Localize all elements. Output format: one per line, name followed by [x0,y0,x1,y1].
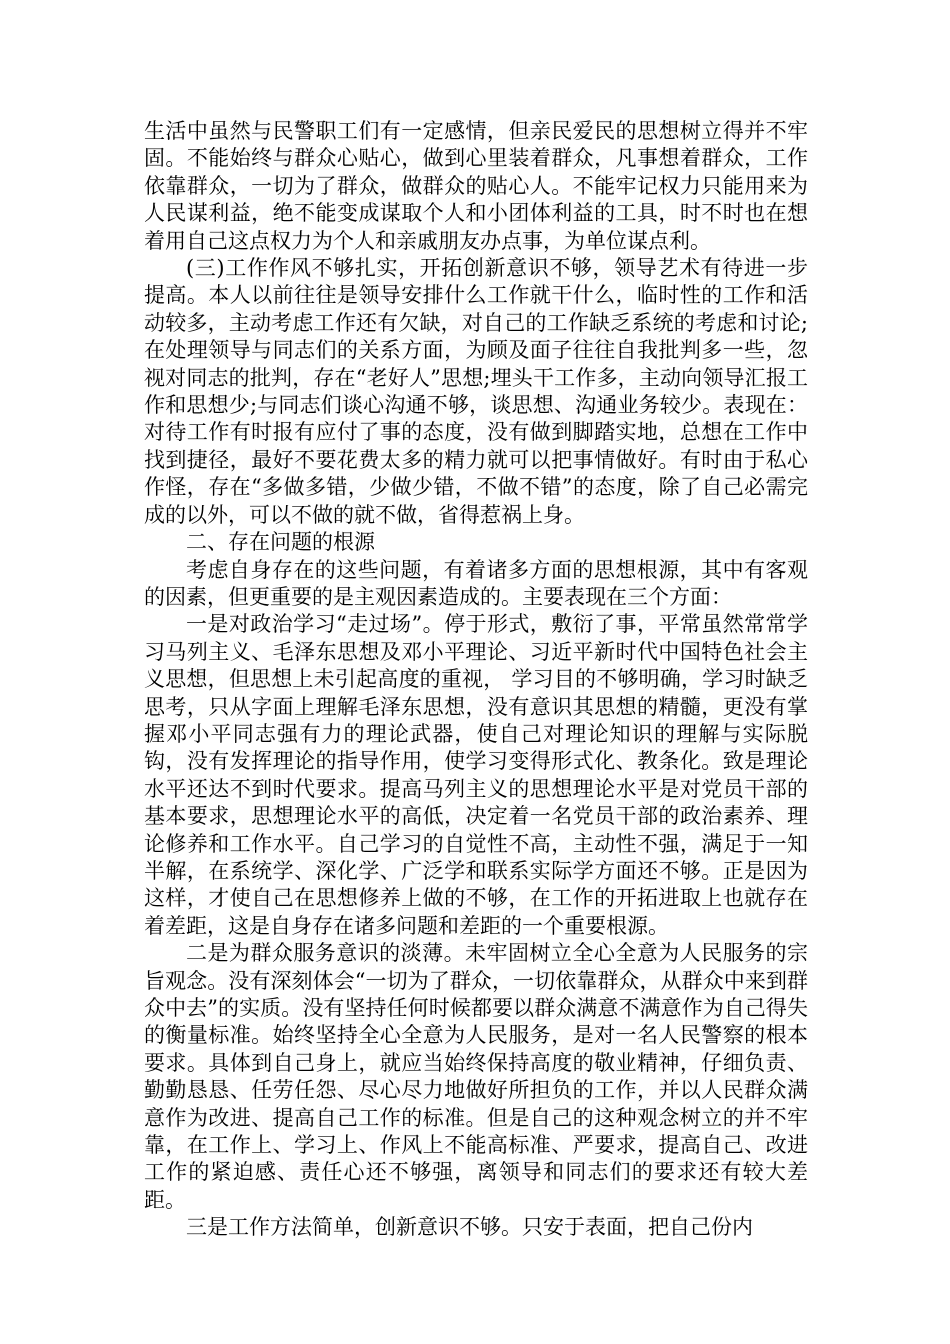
paragraph-2: (三)工作作风不够扎实，开拓创新意识不够，领导艺术有待进一步提高。本人以前往往是领导安排什么工作就干什么，临时性的工作和活动较多，主动考虑工作还有欠缺，对自己的工作缺乏系统的考虑和讨论;在处理领导与同志们的关系方面，为顾及面子往往自我批判多一些，忽视对同志的批判，存在“老好人”思想;埋头干工作多，主动向领导汇报工作和思想少;与同志们谈心沟通不够，谈思想、沟通业务较少。表现在：对待工作有时报有应付了事的态度，没有做到脚踏实地，总想在工作中找到捷径，最好不要花费太多的精力就可以把事情做好。有时由于私心作怪，存在“多做多错，少做少错，不做不错”的态度，除了自己必需完成的以外，可以不做的就不做，省得惹祸上身。 [144,256,808,527]
section-heading: 二、存在问题的根源 [186,530,375,555]
paragraph-7: 三是工作方法简单，创新意识不够。只安于表面，把自己份内 [186,1215,753,1240]
paragraph-6: 二是为群众服务意识的淡薄。未牢固树立全心全意为人民服务的宗旨观念。没有深刻体会“一切为了群众，一切依靠群众，从群众中来到群众中去”的实质。没有坚持任何时候都要以群众满意不满意作为自己得失的衡量标准。始终坚持全心全意为人民服务，是对一名人民警察的根本要求。具体到自己身上，就应当始终保持高度的敬业精神，仔细负责、勤勤恳恳、任劳任怨、尽心尽力地做好所担负的工作，并以人民群众满意作为改进、提高自己工作的标准。但是自己的这种观念树立的并不牢靠，在工作上、学习上、作风上不能高标准、严要求，提高自己、改进工作的紧迫感、责任心还不够强，离领导和同志们的要求还有较大差距。 [144,941,808,1212]
paragraph-1: 生活中虽然与民警职工们有一定感情，但亲民爱民的思想树立得并不牢固。不能始终与群众心贴心，做到心里装着群众，凡事想着群众，工作依靠群众，一切为了群众，做群众的贴心人。不能牢记权力只能用来为人民谋利益，绝不能变成谋取个人和小团体利益的工具，时不时也在想着用自己这点权力为个人和亲戚朋友办点事，为单位谋点利。 [144,119,808,253]
paragraph-4: 考虑自身存在的这些问题，有着诸多方面的思想根源，其中有客观的因素，但更重要的是主观因素造成的。主要表现在三个方面： [144,557,808,609]
document-body [144,118,808,1242]
paragraph-5: 一是对政治学习“走过场”。停于形式，敷衍了事，平常虽然常常学习马列主义、毛泽东思想及邓小平理论、习近平新时代中国特色社会主义思想，但思想上未引起高度的重视， 学习目的不够明确，学习时缺乏思考，只从字面上理解毛泽东思想，没有意识其思想的精髓，更没有掌握邓小平同志强有力的理论武器，使自己对理论知识的理解与实际脱钩，没有发挥理论的指导作用，使学习变得形式化、教条化。致是理论水平还达不到时代要求。提高马列主义的思想理论水平是对党员干部的基本要求，思想理论水平的高低，决定着一名党员干部的政治素养、理论修养和工作水平。自己学习的自觉性不高，主动性不强，满足于一知半解，在系统学、深化学、广泛学和联系实际学方面还不够。正是因为这样，才使自己在思想修养上做的不够，在工作的开拓进取上也就存在着差距，这是自身存在诸多问题和差距的一个重要根源。 [144,612,808,938]
